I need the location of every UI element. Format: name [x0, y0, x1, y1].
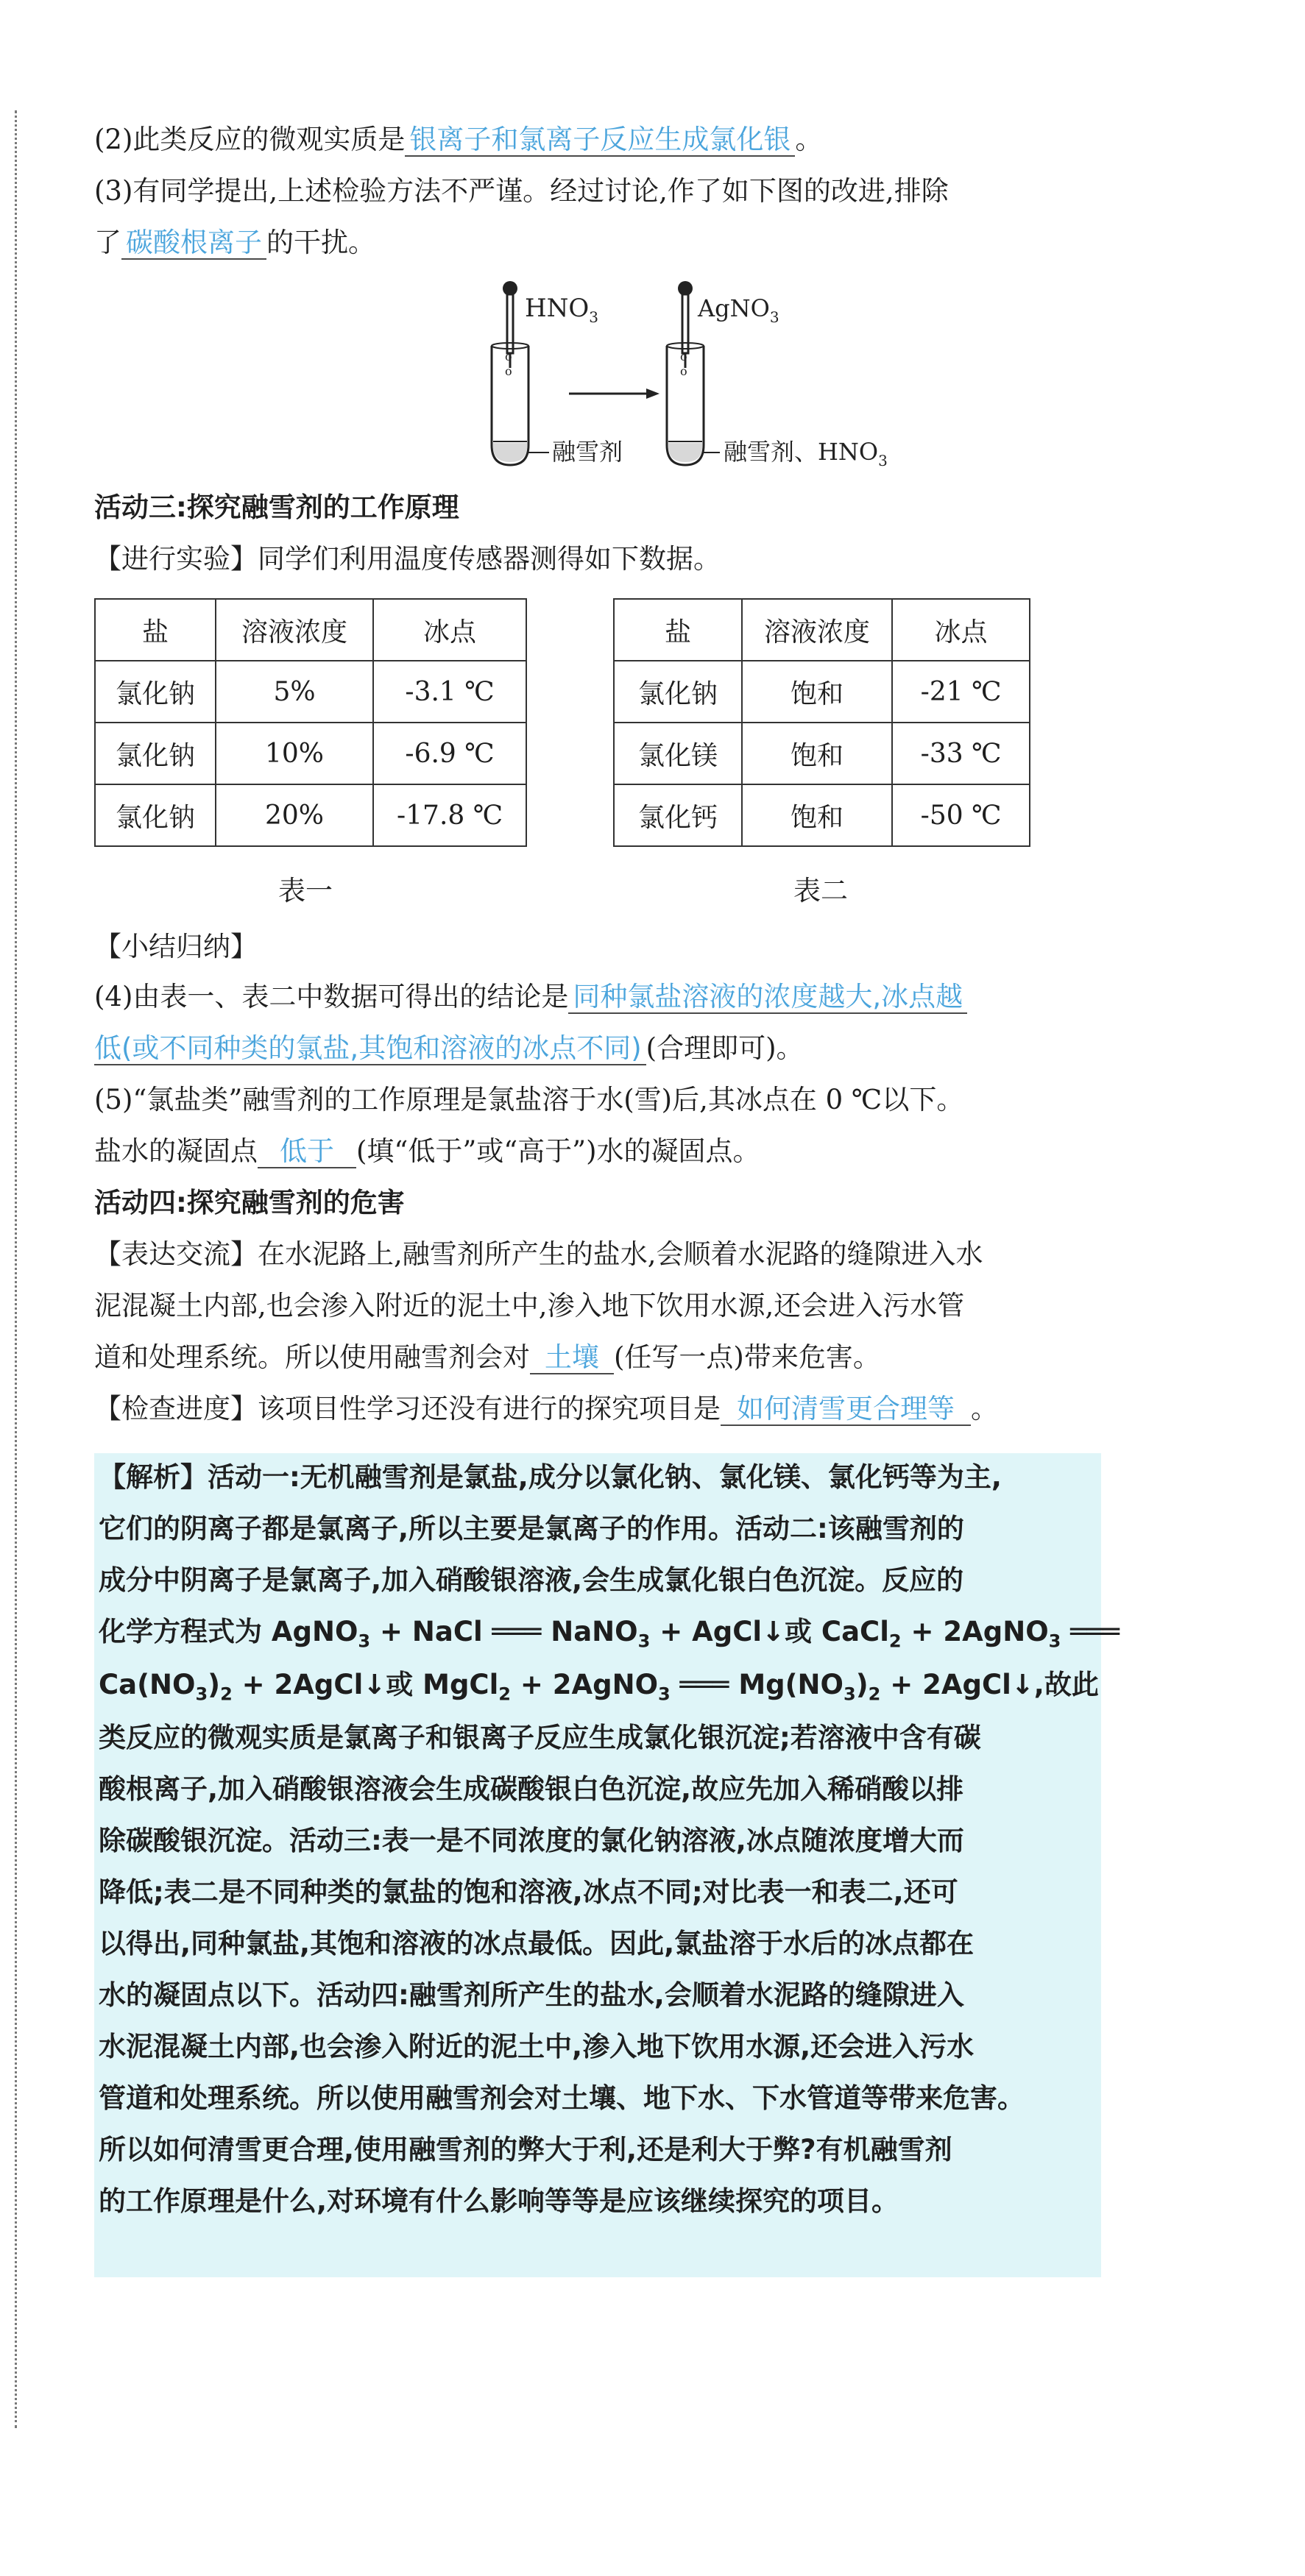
table-2-caption: 表二: [793, 875, 848, 906]
table-row: [95, 784, 526, 846]
table-cell: 氯化钙: [614, 784, 742, 846]
analysis-line: 管道和处理系统。所以使用融雪剂会对土壤、地下水、下水管道等带来危害。: [99, 2082, 1025, 2114]
table-cell: 饱和: [742, 784, 892, 846]
table-cell: 10%: [216, 723, 373, 784]
q2-suffix: 。: [795, 124, 823, 155]
question-2: [94, 121, 822, 158]
tube1-content-label: 融雪剂: [552, 438, 623, 466]
test-tube-2: [667, 343, 720, 465]
table-row: [95, 661, 526, 723]
exchange-line2: 泥混凝土内部,也会渗入附近的泥土中,渗入地下饮用水源,还会进入污水管: [94, 1290, 965, 1321]
analysis-line: 【解析】活动一:无机融雪剂是氯盐,成分以氯化钠、氯化镁、氯化钙等为主,: [99, 1461, 1002, 1493]
table-cell: 5%: [216, 661, 373, 723]
exchange-bracket: 【表达交流】: [94, 1238, 258, 1270]
question-5-line1: (5)“氯盐类”融雪剂的工作原理是氯盐溶于水(雪)后,其冰点在 0 ℃以下。: [94, 1084, 964, 1115]
table-2: [613, 598, 1030, 847]
experiment-bracket: 【进行实验】: [94, 543, 258, 575]
analysis-line: 以得出,同种氯盐,其饱和溶液的冰点最低。因此,氯盐溶于水后的冰点都在: [99, 1928, 975, 1959]
analysis-line: 它们的阴离子都是氯离子,所以主要是氯离子的作用。活动二:该融雪剂的: [99, 1513, 964, 1544]
q5-prefix: 盐水的凝固点: [94, 1135, 258, 1167]
q4-answer-part1: 同种氯盐溶液的浓度越大,冰点越: [568, 981, 967, 1014]
table-cell: -33 ℃: [892, 723, 1030, 784]
test-tube-figure: [374, 272, 889, 478]
table-row: [614, 784, 1030, 846]
table-cell: 20%: [216, 784, 373, 846]
table-cell: 氯化钠: [95, 661, 216, 723]
table-cell: 饱和: [742, 661, 892, 723]
progress-bracket: 【检查进度】: [94, 1393, 258, 1424]
analysis-line: 成分中阴离子是氯离子,加入硝酸银溶液,会生成氯化银白色沉淀。反应的: [99, 1564, 964, 1596]
analysis-line: 酸根离子,加入硝酸银溶液会生成碳酸银白色沉淀,故应先加入稀硝酸以排: [99, 1773, 964, 1805]
analysis-box: [94, 1453, 1120, 2277]
table-1-caption: 表一: [278, 875, 333, 906]
table-row: [614, 723, 1030, 784]
exchange-answer: 土壤: [530, 1341, 614, 1374]
analysis-line: 降低;表二是不同种类的氯盐的饱和溶液,冰点不同;对比表一和表二,还可: [99, 1876, 958, 1908]
table-cell: 氯化钠: [614, 661, 742, 723]
exchange-prefix: 道和处理系统。所以使用融雪剂会对: [94, 1341, 530, 1373]
activity-4-title: 活动四:探究融雪剂的危害: [94, 1187, 405, 1218]
table-cell: -6.9 ℃: [373, 723, 526, 784]
analysis-line: 水的凝固点以下。活动四:融雪剂所产生的盐水,会顺着水泥路的缝隙进入: [99, 1979, 964, 2011]
tube2-content-label: 融雪剂、$HNO_3$: [724, 438, 888, 469]
question-3-line2: [94, 224, 375, 261]
q3-suffix: 的干扰。: [266, 227, 375, 258]
test-tube-1: [492, 343, 549, 465]
analysis-line: 所以如何清雪更合理,使用融雪剂的弊大于利,还是利大于弊?有机融雪剂: [99, 2134, 952, 2165]
table-1: [94, 598, 527, 847]
table-1-header-row: [95, 599, 526, 661]
q4-prefix: (4)由表一、表二中数据可得出的结论是: [94, 981, 569, 1012]
tube1-reagent-label: $HNO_3$: [525, 294, 599, 326]
table-2-header-row: [614, 599, 1030, 661]
q3-prefix: 了: [94, 227, 121, 258]
tube2-reagent-label: AgNO$_3$: [698, 294, 779, 326]
table-cell: 饱和: [742, 723, 892, 784]
progress-line: [94, 1391, 998, 1427]
question-5-line2: [94, 1133, 760, 1170]
progress-answer: 如何清雪更合理等: [721, 1393, 971, 1426]
progress-suffix: 。: [971, 1393, 998, 1424]
analysis-line: 的工作原理是什么,对环境有什么影响等等是应该继续探究的项目。: [99, 2185, 899, 2217]
binding-margin-line: [15, 110, 17, 2428]
exchange-line1: [94, 1236, 983, 1273]
table-1-header-cell: 盐: [95, 599, 216, 661]
table-2-header-cell: 溶液浓度: [742, 599, 892, 661]
activity-3-title: 活动三:探究融雪剂的工作原理: [94, 492, 459, 523]
analysis-equation-line-2: $Ca(NO_3)_2$ + 2AgCl↓或 MgCl$_2$ + 2AgNO$_3$ ═══ $Mg(NO_3)_2$ + 2AgCl↓,故此: [99, 1669, 1099, 1705]
analysis-line: 除碳酸银沉淀。活动三:表一是不同浓度的氯化钠溶液,冰点随浓度增大而: [99, 1825, 964, 1856]
table-cell: -21 ℃: [892, 661, 1030, 723]
q2-answer: 银离子和氯离子反应生成氯化银: [405, 124, 795, 157]
svg-text:o: o: [505, 364, 512, 378]
table-row: [95, 723, 526, 784]
q5-suffix: (填“低于”或“高于”)水的凝固点。: [356, 1135, 760, 1167]
question-3-line1: (3)有同学提出,上述检验方法不严谨。经过讨论,作了如下图的改进,排除: [94, 175, 949, 207]
q2-text: (2)此类反应的微观实质是: [94, 124, 406, 155]
table-cell: -50 ℃: [892, 784, 1030, 846]
q4-suffix: (合理即可)。: [646, 1032, 804, 1064]
question-4-line1: [94, 979, 967, 1015]
analysis-line: 水泥混凝土内部,也会渗入附近的泥土中,渗入地下饮用水源,还会进入污水: [99, 2031, 975, 2062]
table-2-header-cell: 冰点: [892, 599, 1030, 661]
analysis-equation-line-1: 化学方程式为 AgNO$_3$ + NaCl ═══ NaNO$_3$ + AgCl↓或 CaCl$_2$ + 2AgNO$_3$ ═══: [99, 1616, 1120, 1652]
summary-title: 【小结归纳】: [94, 931, 258, 962]
arrow-right-icon: [569, 388, 659, 399]
test-tube-diagram: [374, 272, 889, 478]
table-cell: -17.8 ℃: [373, 784, 526, 846]
q4-answer-part2: 低(或不同种类的氯盐,其饱和溶液的冰点不同): [94, 1032, 646, 1065]
table-1-header-cell: 冰点: [373, 599, 526, 661]
question-4-line2: [94, 1030, 804, 1067]
exchange-line3: [94, 1339, 880, 1376]
q3-answer: 碳酸根离子: [121, 227, 266, 260]
table-2-header-cell: 盐: [614, 599, 742, 661]
svg-text:o: o: [505, 350, 512, 363]
exchange-text-1: 在水泥路上,融雪剂所产生的盐水,会顺着水泥路的缝隙进入水: [258, 1238, 983, 1270]
table-row: [614, 661, 1030, 723]
svg-text:o: o: [680, 364, 687, 378]
experiment-line: [94, 541, 721, 578]
experiment-text: 同学们利用温度传感器测得如下数据。: [258, 543, 721, 575]
exchange-suffix: (任写一点)带来危害。: [614, 1341, 880, 1373]
table-cell: 氯化钠: [95, 784, 216, 846]
analysis-line: 类反应的微观实质是氯离子和银离子反应生成氯化银沉淀;若溶液中含有碳: [99, 1722, 981, 1753]
table-cell: -3.1 ℃: [373, 661, 526, 723]
svg-text:o: o: [680, 350, 687, 363]
table-cell: 氯化镁: [614, 723, 742, 784]
q5-answer: 低于: [258, 1135, 356, 1168]
table-cell: 氯化钠: [95, 723, 216, 784]
progress-prefix: 该项目性学习还没有进行的探究项目是: [258, 1393, 721, 1424]
table-1-header-cell: 溶液浓度: [216, 599, 373, 661]
